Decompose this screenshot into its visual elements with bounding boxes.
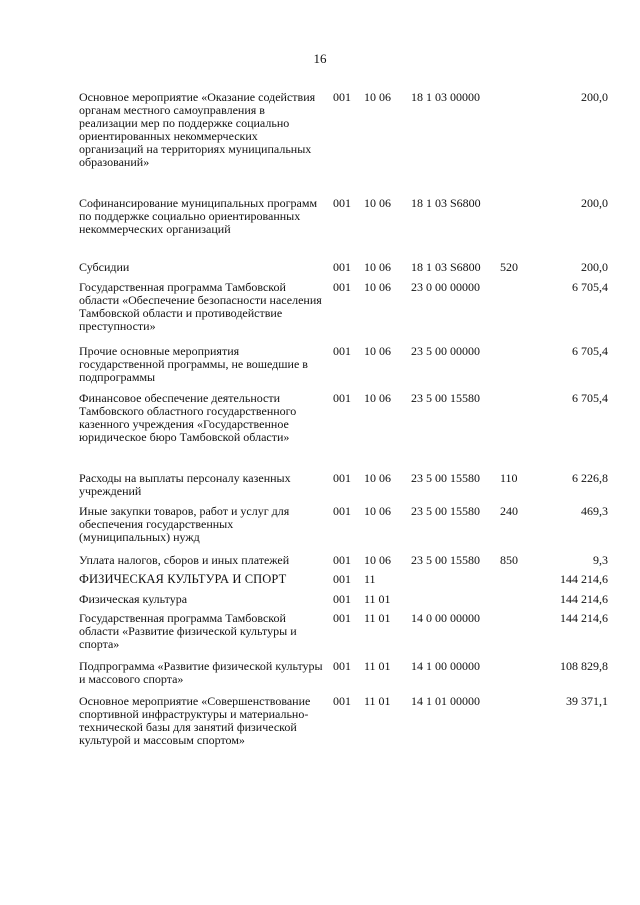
row-name: Физическая культура	[79, 592, 188, 606]
row-expense-type: 520	[500, 260, 518, 274]
row-section-code: 10 06	[364, 260, 391, 274]
row-section-code: 10 06	[364, 471, 391, 485]
row-name: Субсидии	[79, 260, 130, 274]
row-name: Иные закупки товаров, работ и услуг для обеспечения государственных (муниципальных) нужд	[79, 504, 290, 544]
row-amount: 6 705,4	[572, 280, 608, 294]
row-name: Основное мероприятие «Оказание содействия органам местного самоуправления в реализации мер по поддержке социально ориентированных некоммерческих организаций на территориях муниципальных образований»	[79, 90, 316, 169]
row-amount: 9,3	[593, 553, 608, 567]
row-section-code: 11 01	[364, 592, 391, 606]
row-amount: 39 371,1	[566, 694, 608, 708]
row-ministry-code: 001	[333, 504, 351, 518]
row-target-article: 23 5 00 15580	[411, 553, 480, 567]
row-name: Основное мероприятие «Совершенствование спортивной инфраструктуры и материально-технической базы для занятий физической культурой и массовым спортом»	[79, 694, 311, 747]
row-amount: 108 829,8	[560, 659, 608, 673]
row-target-article: 23 0 00 00000	[411, 280, 480, 294]
row-amount: 200,0	[581, 260, 608, 274]
row-target-article: 23 5 00 00000	[411, 344, 480, 358]
row-section-code: 10 06	[364, 90, 391, 104]
row-amount: 200,0	[581, 196, 608, 210]
row-ministry-code: 001	[333, 90, 351, 104]
row-target-article: 14 1 00 00000	[411, 659, 480, 673]
row-section-code: 11 01	[364, 659, 391, 673]
row-target-article: 18 1 03 00000	[411, 90, 480, 104]
row-ministry-code: 001	[333, 553, 351, 567]
row-expense-type: 240	[500, 504, 518, 518]
row-target-article: 23 5 00 15580	[411, 471, 480, 485]
row-ministry-code: 001	[333, 280, 351, 294]
row-name: Прочие основные мероприятия государственной программы, не вошедшие в подпрограммы	[79, 344, 308, 384]
row-amount: 469,3	[581, 504, 608, 518]
row-amount: 144 214,6	[560, 572, 608, 586]
row-name: Расходы на выплаты персоналу казенных учреждений	[79, 471, 291, 498]
row-name: Финансовое обеспечение деятельности Тамбовского областного государственного казенного учреждения «Государственное юридическое бюро Тамбовской области»	[79, 391, 297, 444]
row-section-code: 10 06	[364, 344, 391, 358]
row-amount: 144 214,6	[560, 611, 608, 625]
row-name: ФИЗИЧЕСКАЯ КУЛЬТУРА И СПОРТ	[79, 572, 287, 586]
page-number: 16	[313, 51, 327, 66]
row-ministry-code: 001	[333, 592, 351, 606]
row-amount: 144 214,6	[560, 592, 608, 606]
row-section-code: 10 06	[364, 391, 391, 405]
row-section-code: 10 06	[364, 280, 391, 294]
row-ministry-code: 001	[333, 694, 351, 708]
row-amount: 6 705,4	[572, 344, 608, 358]
row-amount: 6 226,8	[572, 471, 608, 485]
row-ministry-code: 001	[333, 196, 351, 210]
row-section-code: 11	[364, 572, 376, 586]
row-expense-type: 110	[500, 471, 518, 485]
row-name: Подпрограмма «Развитие физической культуры и массового спорта»	[79, 659, 323, 686]
row-target-article: 14 1 01 00000	[411, 694, 480, 708]
row-name: Государственная программа Тамбовской области «Развитие физической культуры и спорта»	[79, 611, 297, 651]
row-target-article: 23 5 00 15580	[411, 504, 480, 518]
row-section-code: 11 01	[364, 611, 391, 625]
row-name: Софинансирование муниципальных программ по поддержке социально ориентированных некоммерческих организаций	[79, 196, 318, 236]
row-ministry-code: 001	[333, 572, 351, 586]
row-amount: 200,0	[581, 90, 608, 104]
row-expense-type: 850	[500, 553, 518, 567]
row-ministry-code: 001	[333, 659, 351, 673]
row-target-article: 14 0 00 00000	[411, 611, 480, 625]
row-ministry-code: 001	[333, 260, 351, 274]
row-section-code: 10 06	[364, 196, 391, 210]
row-target-article: 18 1 03 S6800	[411, 260, 481, 274]
row-ministry-code: 001	[333, 471, 351, 485]
row-section-code: 10 06	[364, 504, 391, 518]
row-section-code: 11 01	[364, 694, 391, 708]
row-name: Государственная программа Тамбовской области «Обеспечение безопасности населения Тамбовской области и противодействие преступности»	[79, 280, 322, 333]
row-name: Уплата налогов, сборов и иных платежей	[79, 553, 290, 567]
row-amount: 6 705,4	[572, 391, 608, 405]
row-ministry-code: 001	[333, 611, 351, 625]
row-ministry-code: 001	[333, 344, 351, 358]
row-ministry-code: 001	[333, 391, 351, 405]
row-target-article: 18 1 03 S6800	[411, 196, 481, 210]
row-section-code: 10 06	[364, 553, 391, 567]
row-target-article: 23 5 00 15580	[411, 391, 480, 405]
